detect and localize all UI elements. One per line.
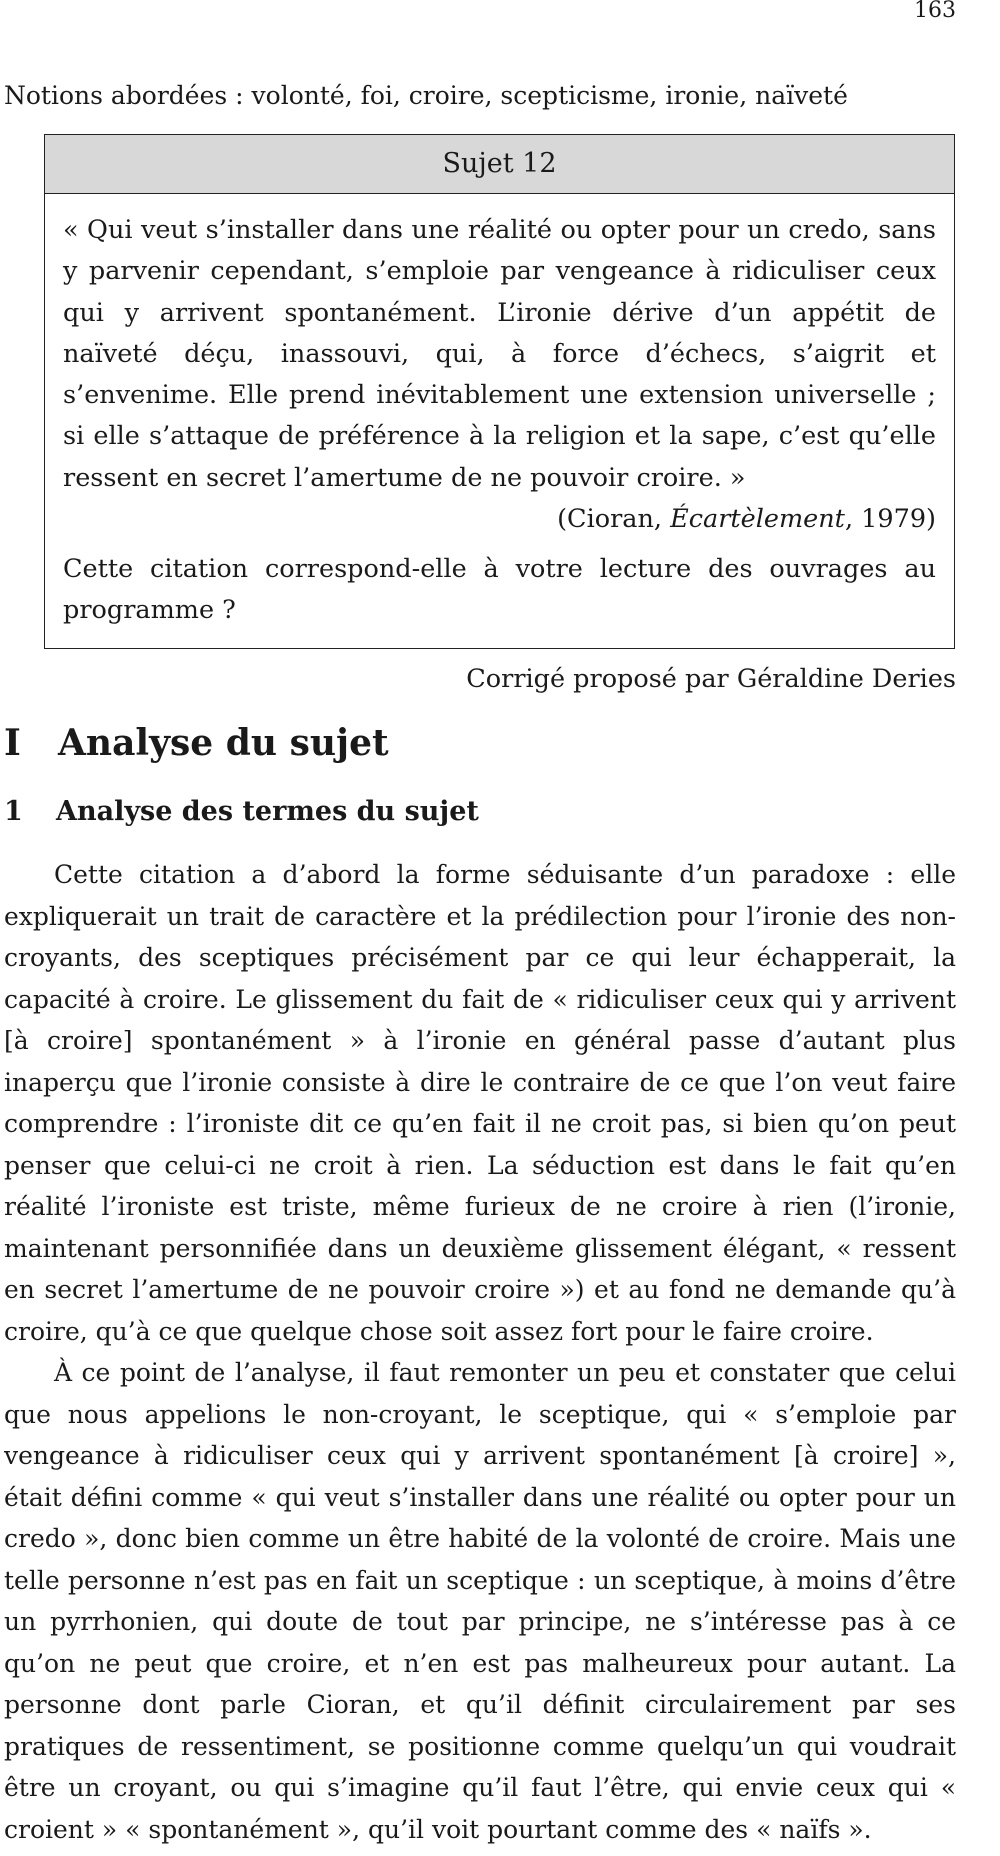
subsection-title: Analyse des termes du sujet [56, 796, 479, 827]
source-suffix: , 1979) [844, 504, 936, 535]
section-number: I [4, 722, 21, 764]
body-text [4, 854, 956, 1850]
sujet-question: Cette citation correspond-elle à votre lecture des ouvrages au programme ? [63, 554, 936, 626]
sujet-source [63, 499, 936, 539]
sujet-title: Sujet 12 [45, 135, 954, 194]
notions-line: Notions abordées : volonté, foi, croire, scepticisme, ironie, naïveté [4, 81, 848, 110]
sujet-box [44, 134, 955, 649]
section-heading [4, 722, 389, 764]
section-title: Analyse du sujet [58, 722, 389, 764]
source-prefix: (Cioran, [557, 504, 671, 535]
paragraph: Cette citation a d’abord la forme séduisante d’un paradoxe : elle expliquerait un trait de caractère et la prédilection pour l’ironie des non-croyants, des sceptiques précisément par ce qui leur échapperait, la capacité à croire. Le glissement du fait de « ridiculiser ceux qui y arrivent [à croire] spontanément » à l’ironie en général passe d’autant plus inaperçu que l’ironie consiste à dire le contraire de ce que l’on veut faire comprendre : l’ironiste dit ce qu’en fait il ne croit pas, si bien qu’on peut penser que celui-ci ne croit à rien. La séduction est dans le fait qu’en réalité l’ironiste est triste, même furieux de ne croire à rien (l’ironie, maintenant personnifiée dans un deuxième glissement élégant, « ressent en secret l’amertume de ne pouvoir croire ») et au fond ne demande qu’à croire, qu’à ce que quelque chose soit assez fort pour le faire croire. [4, 860, 956, 1346]
paragraph: À ce point de l’analyse, il faut remonter un peu et constater que celui que nous appelions le non-croyant, le sceptique, qui « s’emploie par vengeance à ridiculiser ceux qui y arrivent spontanément [à croire] », était défini comme « qui veut s’installer dans une réalité ou opter pour un credo », donc bien comme un être habité de la volonté de croire. Mais une telle personne n’est pas en fait un sceptique : un sceptique, à moins d’être un pyrrhonien, qui doute de tout par principe, ne s’intéresse pas à ce qu’on ne peut que croire, et n’en est pas malheureux pour autant. La personne dont parle Cioran, et qu’il définit circulairement par ses pratiques de ressentiment, se positionne comme quelqu’un qui voudrait être un croyant, ou qui s’imagine qu’il faut l’être, qui envie ceux qui « croient » « spontanément », qu’il voit pourtant comme des « naïfs ». [4, 1358, 956, 1844]
page-number: 163 [914, 0, 956, 23]
source-title: Écartèlement [670, 504, 845, 535]
sujet-body [45, 194, 954, 648]
subsection-number: 1 [4, 796, 23, 827]
sujet-quote: « Qui veut s’installer dans une réalité ou opter pour un credo, sans y parvenir cependant, s’emploie par vengeance à ridiculiser ceux qui y arrivent spontanément. L’ironie dérive d’un appétit de naïveté déçu, inassouvi, qui, à force d’échecs, s’aigrit et s’envenime. Elle prend inévitablement une extension universelle ; si elle s’attaque de préférence à la religion et la sape, c’est qu’elle ressent en secret l’amertume de ne pouvoir croire. » [63, 215, 936, 493]
corrige-author: Corrigé proposé par Géraldine Deries [466, 664, 956, 694]
subsection-heading [4, 796, 479, 827]
